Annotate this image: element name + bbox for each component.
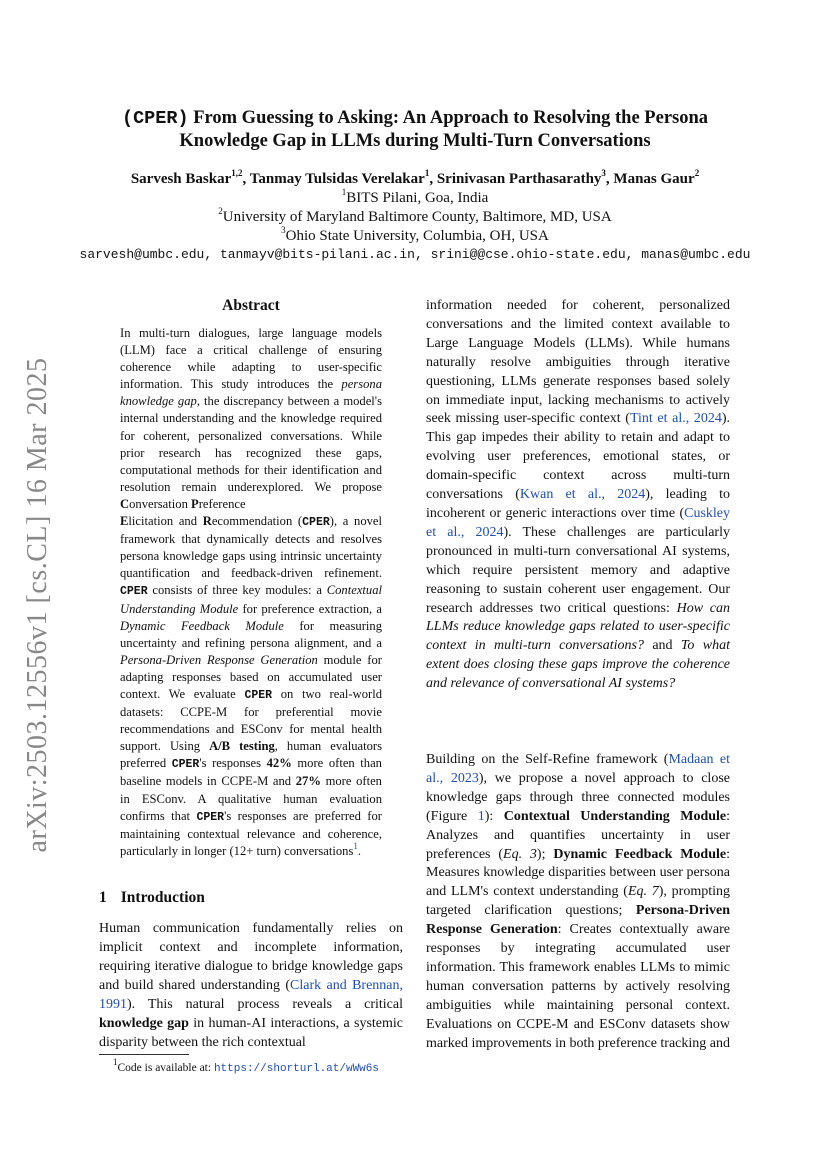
abstract-bold: 27% xyxy=(295,774,321,789)
affil-text: BITS Pilani, Goa, India xyxy=(346,190,489,206)
body-text: : Analyzes and quantifies uncertainty in user preferences ( xyxy=(426,808,731,862)
acronym-letter: R xyxy=(202,514,212,529)
title-line1: From Guessing to Asking: An Approach to Resolving the Persona xyxy=(188,108,709,128)
abstract-text: , human evaluators preferred xyxy=(120,739,382,771)
cper-label: CPER xyxy=(171,758,200,772)
abstract-text: reference xyxy=(198,496,246,511)
abstract-text: onversation xyxy=(129,496,192,511)
abstract-text: licitation and xyxy=(128,514,203,529)
body-text: and xyxy=(643,638,681,654)
citation-link[interactable]: Cuskley et al., 2024 xyxy=(426,505,730,540)
paper-title xyxy=(90,107,740,152)
intro-paragraph xyxy=(99,919,403,1052)
abstract-text: for measuring uncertainty and refining persona alignment, and a xyxy=(120,618,382,650)
right-column-paragraph xyxy=(426,297,730,694)
author-emails: sarvesh@umbc.edu, tanmayv@bits-pilani.ac.in, srini@@cse.ohio-state.edu, manas@umbc.edu xyxy=(79,247,751,262)
abstract-text: , the discrepancy between a model's internal understanding and the knowledge required for coherent, personalized conversations. While prior research has recognized these gaps, computational methods for their identification and resolution remain underexplored. We propose xyxy=(120,394,382,494)
code-url-link[interactable]: https://shorturl.at/wWw6s xyxy=(213,1063,379,1075)
author-affil-mark: 3 xyxy=(601,168,606,178)
abstract-emph: Dynamic Feedback Module xyxy=(120,618,284,633)
acronym-letter: C xyxy=(120,496,130,511)
abstract-text: module for adapting responses based on accumulated user context. We evaluate xyxy=(120,652,382,701)
research-question: To what extent does closing these gaps improve the coherence and relevance of conversational AI systems? xyxy=(426,638,730,692)
abstract-body xyxy=(120,325,382,860)
affiliation xyxy=(60,189,770,208)
body-bold: knowledge gap xyxy=(99,1016,189,1031)
abstract-bold: A/B testing xyxy=(209,739,275,754)
affiliation xyxy=(60,227,770,246)
body-text: : Creates contextually aware responses by integrating accumulated user information. This framework enables LLMs to mimic human conversation patterns by actively resolving ambiguities while maintaining personal context. Evaluations on CCPE-M and ESConv datasets show marked improvements in both preference tracking and xyxy=(426,922,730,1051)
equation-link[interactable]: Eq. 3 xyxy=(503,846,537,862)
footnote-link[interactable]: 1 xyxy=(353,840,358,851)
abstract-text: 's responses xyxy=(199,756,267,771)
affiliation xyxy=(60,208,770,227)
body-text: ). This natural process reveals a critical xyxy=(127,997,403,1012)
right-column-paragraph xyxy=(426,751,730,1054)
cper-label: CPER xyxy=(120,585,148,599)
author-name: Tanmay Tulsidas Verelakar xyxy=(249,171,425,187)
footnote xyxy=(113,1057,379,1075)
cper-label: CPER xyxy=(196,810,225,824)
footnote-text: Code is available at: xyxy=(117,1062,214,1074)
abstract-text: more often in ESConv. A qualitative human evaluation confirms that xyxy=(120,774,382,823)
figure-link[interactable]: 1 xyxy=(477,808,485,824)
affil-text: University of Maryland Baltimore County, Baltimore, MD, USA xyxy=(222,209,612,225)
affil-mark: 3 xyxy=(281,225,286,235)
body-text: ), we propose a novel approach to close knowledge gaps through three connected modules (Figure xyxy=(426,770,730,824)
abstract-emph: Contextual Understanding Module xyxy=(120,583,382,616)
abstract-text: 's responses are preferred for maintaining contextual relevance and coherence, particularly in longer (12+ turn) conversations xyxy=(120,808,382,858)
abstract-text: ecommendation ( xyxy=(211,514,303,529)
module-name: Dynamic Feedback Module xyxy=(553,846,727,862)
author-name: Sarvesh Baskar xyxy=(130,171,232,187)
abstract-text: . xyxy=(357,843,362,858)
affil-mark: 2 xyxy=(218,206,223,216)
affil-text: Ohio State University, Columbia, OH, USA xyxy=(285,228,549,244)
body-text: in human-AI interactions, a systemic disparity between the rich contextual xyxy=(99,1016,403,1050)
body-text: ), prompting targeted clarification questions; xyxy=(426,884,730,919)
footnote-rule xyxy=(99,1054,189,1055)
abstract-emph: persona knowledge gap xyxy=(120,377,382,409)
cper-label: CPER xyxy=(244,688,273,702)
affil-mark: 1 xyxy=(341,187,347,197)
citation-link[interactable]: Clark and Brennan, 1991 xyxy=(99,978,404,1012)
body-text: : Measures knowledge disparities between user persona and LLM's context understanding ( xyxy=(426,846,731,900)
body-text: ), leading to incoherent or generic interactions over time ( xyxy=(426,487,730,521)
body-text: information needed for coherent, personalized conversations and the limited context available to Large Language Models (LLMs). While humans naturally resolve ambiguities through iterative questioning, LLMs generate responses based solely on immediate input, lacking mechanisms to actively seek missing user-specific context ( xyxy=(426,298,730,427)
body-text: ); xyxy=(536,846,554,862)
citation-link[interactable]: Tint et al., 2024 xyxy=(629,411,722,427)
abstract-heading: Abstract xyxy=(222,297,280,314)
body-text: Human communication fundamentally relies on implicit context and incomplete information, requiring iterative dialogue to bridge knowledge gaps and build shared understanding ( xyxy=(99,921,403,993)
abstract-text: more often than baseline models in CCPE-M and xyxy=(120,756,382,789)
section-number: 1 xyxy=(99,889,107,906)
equation-link[interactable]: Eq. 7 xyxy=(627,884,659,900)
module-name: Contextual Understanding Module xyxy=(503,808,727,824)
citation-link[interactable]: Madaan et al., 2023 xyxy=(426,752,730,786)
body-text: ): xyxy=(484,808,504,824)
author-list: Sarvesh Baskar$^{1,2}$, Tanmay Tulsidas Verelakar$^1$, Srinivasan Parthasarathy$^3$, Manas Gaur$^2$ xyxy=(130,168,700,187)
author-name: Srinivasan Parthasarathy xyxy=(436,171,602,187)
arxiv-id: arXiv:2503.12556v1 [cs.CL] 16 Mar 2025 xyxy=(22,357,53,853)
footnote-mark: 1 xyxy=(113,1057,118,1068)
abstract-text: consists of three key modules: a xyxy=(147,583,327,598)
module-name: Persona-Driven Response Generation xyxy=(426,903,730,938)
section-title: Introduction xyxy=(120,889,205,906)
body-text: Building on the Self-Refine framework ( xyxy=(426,752,669,767)
abstract-text: on two real-world datasets: CCPE-M for preferential movie recommendations and ESConv for mental health support. Using xyxy=(120,686,382,754)
arxiv-sidebar-stamp xyxy=(18,357,58,853)
acronym-letter: E xyxy=(120,514,129,529)
research-question: How can LLMs reduce knowledge gaps related to user-specific context in multi-turn conversations? xyxy=(426,600,730,654)
abstract-text: ), a novel framework that dynamically detects and resolves persona knowledge gaps using intrinsic uncertainty quantification and feedback-driven refinement. xyxy=(120,514,383,581)
author-affil-mark: 2 xyxy=(694,168,700,178)
cper-label: CPER xyxy=(302,516,330,530)
title-acronym: (CPER) xyxy=(121,108,189,129)
acronym-letter: P xyxy=(191,496,199,511)
author-affil-mark: 1,2 xyxy=(231,168,243,178)
section-heading xyxy=(99,889,205,907)
author-affil-mark: 1 xyxy=(424,168,430,178)
body-text: ). These challenges are particularly pronounced in multi-turn conversational AI systems, which require persistent memory and adaptive reasoning to sustain coherent user engagement. Our research addresses two critical questions: xyxy=(426,524,730,616)
author-name: Manas Gaur xyxy=(613,171,695,187)
citation-link[interactable]: Kwan et al., 2024 xyxy=(519,487,646,503)
abstract-text: In multi-turn dialogues, large language models (LLM) face a critical challenge of ensuring coherence while adapting to user-specific information. This study introduces the xyxy=(120,326,382,392)
body-text: ). This gap impedes their ability to retain and adapt to evolving user preferences, emotional states, or domain-specific context across multi-turn conversations ( xyxy=(426,411,730,503)
title-line2: Knowledge Gap in LLMs during Multi-Turn Conversations xyxy=(179,131,651,151)
abstract-bold: 42% xyxy=(266,756,292,771)
abstract-text: for preference extraction, a xyxy=(238,601,382,616)
abstract-emph: Persona-Driven Response Generation xyxy=(120,652,318,667)
